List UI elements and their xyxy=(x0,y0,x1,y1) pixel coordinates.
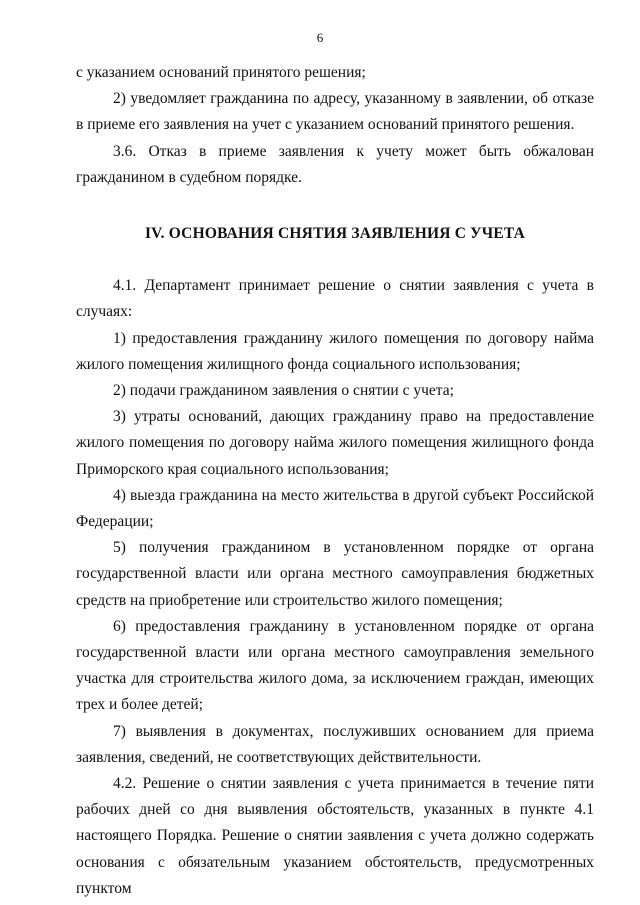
list-item-7: 7) выявления в документах, послуживших основанием для приема заявления, сведений, не соответствующих действительности. xyxy=(76,722,594,766)
list-item-2: 2) подачи гражданином заявления о снятии с учета; xyxy=(113,382,454,400)
section-heading: IV. ОСНОВАНИЯ СНЯТИЯ ЗАЯВЛЕНИЯ С УЧЕТА xyxy=(144,225,526,243)
list-item-4: 4) выезда гражданина на место жительства в другой субъект Российской Федерации; xyxy=(76,486,594,531)
list-item-1: 1) предоставления гражданину жилого помещения по договору найма жилого помещения жилищного фонда социального использования; xyxy=(76,329,594,373)
paragraph-3-6: 3.6. Отказ в приеме заявления к учету может быть обжалован гражданином в судебном порядке. xyxy=(76,142,594,186)
list-item-5: 5) получения гражданином в установленном порядке от органа государственной власти или органа местного самоуправления бюджетных средств на приобретение или строительство жилого помещения; xyxy=(76,539,594,609)
paragraph-continuation: с указанием оснований принятого решения; xyxy=(76,64,366,81)
document-body xyxy=(76,60,594,902)
spacer xyxy=(76,247,594,273)
page-number: 6 xyxy=(316,30,324,45)
paragraph-4-2: 4.2. Решение о снятии заявления с учета принимается в течение пяти рабочих дней со дня выявления обстоятельств, указанных в пункте 4.1 настоящего Порядка. Решение о снятии заявления с учета должно содержать основания с обязательным указанием обстоятельств, предусмотренных пунктом xyxy=(76,775,594,897)
paragraph-4-1: 4.1. Департамент принимает решение о снятии заявления с учета в случаях: xyxy=(76,277,594,321)
list-item-6: 6) предоставления гражданину в установленном порядке от органа государственной власти или органа местного самоуправления земельного участка для строительства жилого дома, за исключением граждан, имеющих трех и более детей; xyxy=(76,617,594,714)
list-item-3: 3) утраты оснований, дающих гражданину право на предоставление жилого помещения по договору найма жилого помещения жилищного фонда Приморского края социального использования; xyxy=(76,408,594,478)
spacer xyxy=(76,191,594,221)
paragraph-notification: 2) уведомляет гражданина по адресу, указанному в заявлении, об отказе в приеме его заявления на учет с указанием оснований принятого решения. xyxy=(76,90,594,134)
